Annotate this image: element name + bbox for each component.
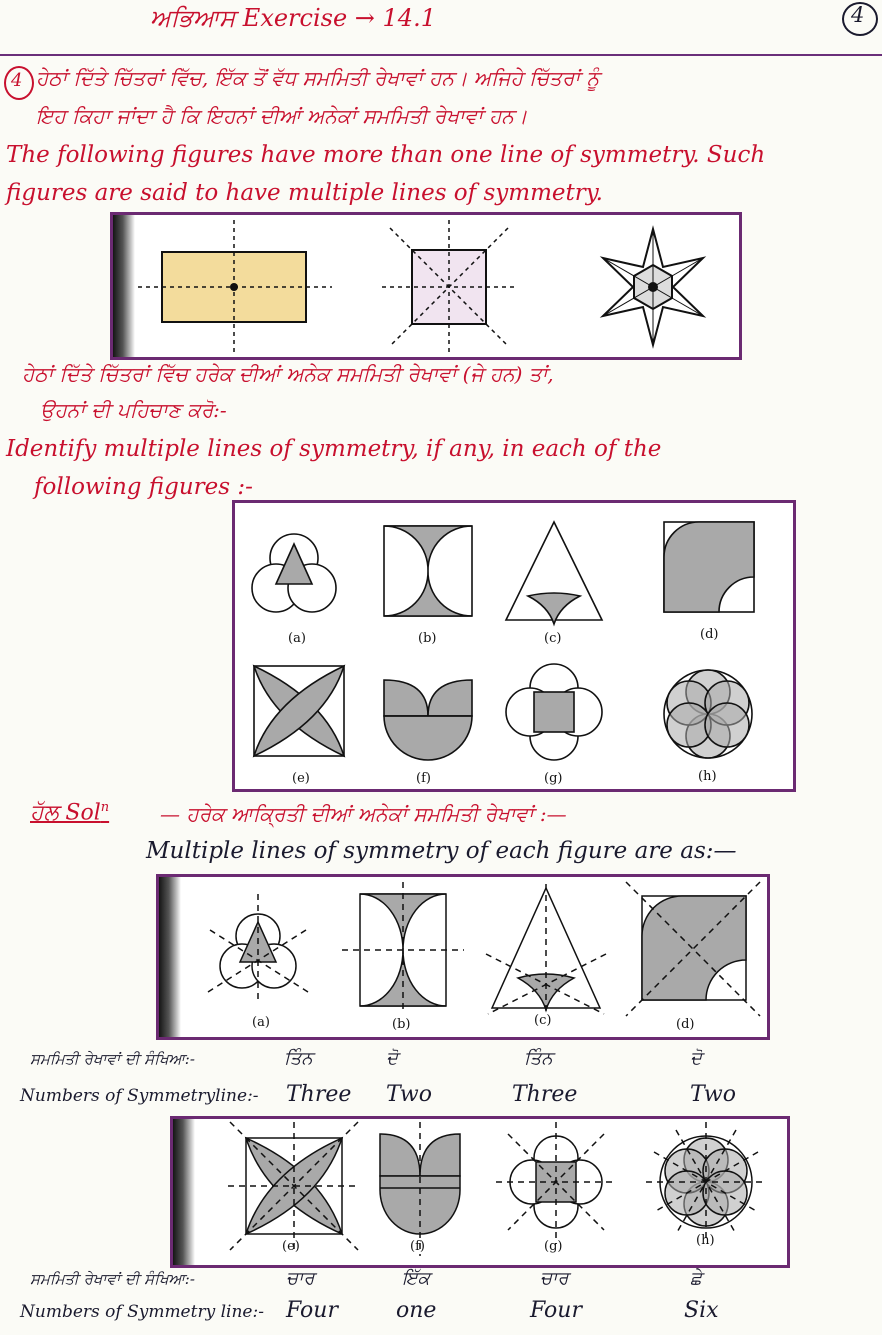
caption-c: (c) [544,631,562,646]
figure-f [384,680,472,760]
caption-h: (h) [698,769,717,784]
answer-figure-c [486,884,606,1016]
solution-label-sup: n [100,800,110,815]
square-figure [382,220,516,354]
answer-figures-row1 [156,874,770,1040]
identify-english-1: Identify multiple lines of symmetry, if any, in each of the [6,436,662,462]
page-number: 4 [851,3,865,27]
count-english-h: Six [684,1298,719,1323]
count-punjabi-c: ਤਿੰਨ [524,1048,553,1069]
count-english-f: one [396,1298,437,1323]
answer-figure-e [228,1122,360,1250]
solution-label [30,800,109,825]
solution-punjabi: — ਹਰੇਕ ਆਕ੍ਰਿਤੀ ਦੀਆਂ ਅਨੇਕਾਂ ਸਮਮਿਤੀ ਰੇਖਾਵਾਂ :— [160,802,567,826]
figure-b [384,526,472,616]
solution-label-text: ਹੱਲ Sol [30,800,101,826]
question-english-1: The following figures have more than one line of symmetry. Such [6,142,766,168]
caption-a: (a) [288,631,306,646]
count-punjabi-b: ਦੋ [386,1048,398,1069]
snowflake-figure [603,229,703,345]
rectangle-figure [138,220,332,354]
answer-figure-b [342,882,464,1014]
figure-c [506,522,602,624]
caption-d: (d) [700,627,719,642]
count-label-english-2: Numbers of Symmetry line:- [20,1302,264,1322]
question-english-2: figures are said to have multiple lines of symmetry. [6,180,603,206]
solution-english: Multiple lines of symmetry of each figure are as:— [146,838,737,864]
question-number: 4 [11,70,23,91]
count-punjabi-e: ਚਾਰ [286,1268,315,1289]
count-english-e: Four [286,1298,338,1323]
question-punjabi-1: ਹੇਠਾਂ ਦਿੱਤੇ ਚਿੱਤਰਾਂ ਵਿੱਚ, ਇੱਕ ਤੋਂ ਵੱਧ ਸਮਮਿਤੀ ਰੇਖਾਵਾਂ ਹਨ। ਅਜਿਹੇ ਚਿੱਤਰਾਂ ਨੂੰ [36,66,600,90]
count-english-a: Three [286,1082,352,1107]
answer-caption-g: (g) [544,1239,563,1254]
question-punjabi-2: ਇਹ ਕਿਹਾ ਜਾਂਦਾ ਹੈ ਕਿ ਇਹਨਾਂ ਦੀਆਂ ਅਨੇਕਾਂ ਸਮਮਿਤੀ ਰੇਖਾਵਾਂ ਹਨ। [36,104,528,128]
answer-figure-a [208,894,308,1004]
count-english-c: Three [512,1082,578,1107]
caption-f: (f) [416,771,431,786]
answer-figure-h [646,1122,766,1242]
question-figures [232,500,796,792]
figure-a [252,534,336,612]
answer-caption-c: (c) [534,1013,552,1028]
count-punjabi-a: ਤਿੰਨ [284,1048,313,1069]
count-punjabi-f: ਇੱਕ [402,1268,430,1289]
count-label-punjabi-1: ਸਮਮਿਤੀ ਰੇਖਾਵਾਂ ਦੀ ਸੰਖਿਆ:- [30,1050,195,1068]
answer-figure-f [380,1122,460,1256]
exercise-title: ਅਭਿਆਸ Exercise → 14.1 [150,4,436,32]
answer-figure-g [496,1122,616,1244]
figure-e [254,666,344,756]
identify-punjabi-1: ਹੇਠਾਂ ਦਿੱਤੇ ਚਿੱਤਰਾਂ ਵਿੱਚ ਹਰੇਕ ਦੀਆਂ ਅਨੇਕ ਸਮਮਿਤੀ ਰੇਖਾਵਾਂ (ਜੇ ਹਨ) ਤਾਂ, [22,362,554,386]
answer-caption-h: (h) [696,1233,715,1248]
answer-figure-d [626,882,760,1016]
identify-english-2: following figures :- [34,474,253,500]
answer-caption-d: (d) [676,1017,695,1032]
caption-g: (g) [544,771,563,786]
answer-caption-a: (a) [252,1015,270,1030]
count-label-punjabi-2: ਸਮਮਿਤੀ ਰੇਖਾਵਾਂ ਦੀ ਸੰਖਿਆ:- [30,1270,195,1288]
figure-d [664,522,754,612]
count-label-english-1: Numbers of Symmetryline:- [20,1086,259,1106]
header-rule [0,54,882,56]
answer-caption-f: (f) [410,1239,425,1254]
caption-b: (b) [418,631,437,646]
count-english-g: Four [530,1298,582,1323]
figure-g [506,664,602,760]
count-english-d: Two [690,1082,736,1107]
count-punjabi-h: ਛੇ [690,1268,702,1289]
figure-h [664,670,752,758]
count-punjabi-d: ਦੋ [690,1048,702,1069]
count-punjabi-g: ਚਾਰ [540,1268,569,1289]
intro-figures [110,212,742,360]
answer-caption-e: (e) [282,1239,300,1254]
answer-figures-row2 [170,1116,790,1268]
count-english-b: Two [386,1082,432,1107]
identify-punjabi-2: ਉਹਨਾਂ ਦੀ ਪਹਿਚਾਣ ਕਰੋ:- [40,398,227,422]
caption-e: (e) [292,771,310,786]
answer-caption-b: (b) [392,1017,411,1032]
